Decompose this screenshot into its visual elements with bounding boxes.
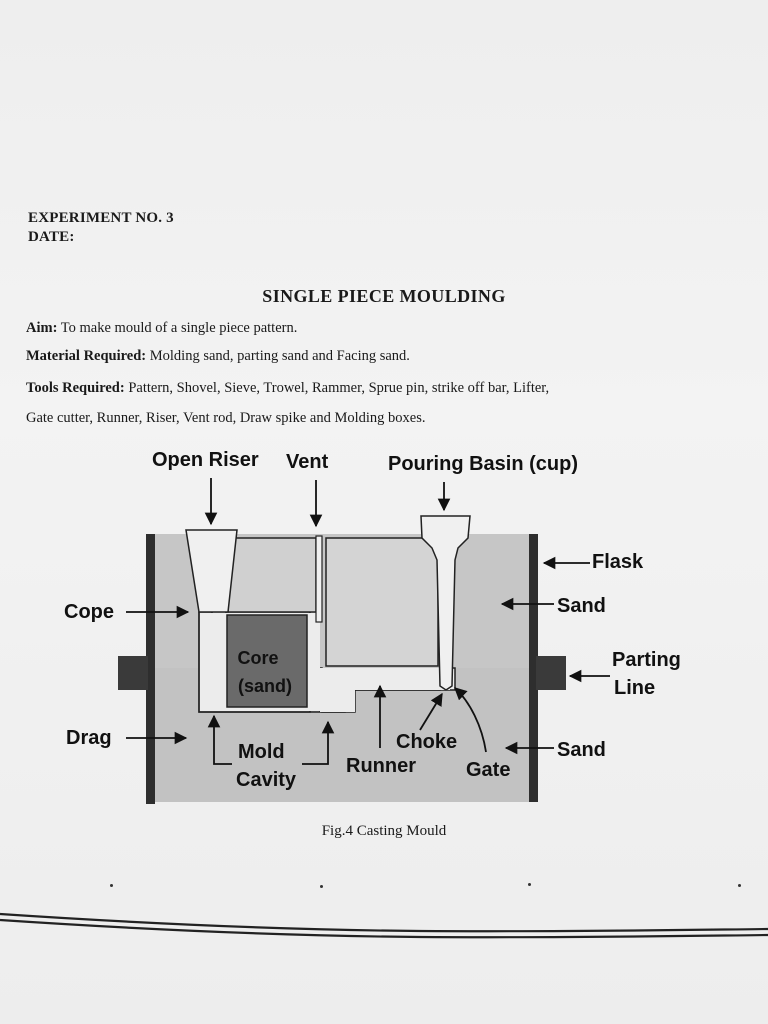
runner-fill-2 — [320, 690, 355, 712]
aim-line — [26, 320, 297, 337]
material-label: Material Required: — [26, 348, 147, 364]
cope-block — [326, 538, 438, 666]
open-riser-label: Open Riser — [152, 449, 259, 471]
tools-label: Tools Required: — [26, 380, 125, 396]
core-label-2: (sand) — [238, 676, 292, 696]
vent-label: Vent — [286, 451, 329, 473]
sand-bottom-label: Sand — [557, 739, 606, 761]
flask-right-handle — [536, 656, 566, 690]
vent-channel — [316, 536, 322, 622]
material-text: Molding sand, parting sand and Facing sand. — [149, 348, 410, 364]
pouring-basin-label: Pouring Basin (cup) — [388, 453, 578, 475]
drag-label: Drag — [66, 727, 112, 749]
aim-label: Aim: — [26, 320, 58, 336]
tools-line-2: Gate cutter, Runner, Riser, Vent rod, Draw spike and Molding boxes. — [26, 410, 426, 426]
casting-mould-diagram — [0, 440, 768, 820]
bottom-rule — [0, 900, 768, 960]
tools-line-1 — [26, 380, 549, 397]
core-label-1: Core — [237, 648, 279, 668]
speck — [738, 884, 741, 887]
sand-top-label: Sand — [557, 595, 606, 617]
parting-label-1: Parting — [612, 649, 681, 671]
runner-label: Runner — [346, 755, 416, 777]
experiment-number: EXPERIMENT NO. 3 — [28, 210, 174, 226]
parting-label-2: Line — [614, 677, 656, 699]
material-line — [26, 348, 410, 365]
cope-label: Cope — [64, 601, 114, 623]
flask-left-handle — [118, 656, 148, 690]
aim-text: To make mould of a single piece pattern. — [60, 320, 298, 336]
date-label: DATE: — [28, 229, 75, 245]
cavity-label: Cavity — [236, 769, 297, 791]
speck — [320, 885, 323, 888]
figure-caption: Fig.4 Casting Mould — [321, 823, 447, 839]
cope-top-block — [228, 538, 316, 612]
page-title: SINGLE PIECE MOULDING — [262, 286, 506, 306]
tools-text-1: Pattern, Shovel, Sieve, Trowel, Rammer, Sprue pin, strike off bar, Lifter, — [128, 380, 550, 396]
gate-label: Gate — [466, 759, 511, 781]
choke-label: Choke — [396, 731, 458, 753]
speck — [110, 884, 113, 887]
speck — [528, 883, 531, 886]
flask-label: Flask — [592, 551, 644, 573]
runner-fill — [320, 668, 450, 690]
mold-label: Mold — [238, 741, 285, 763]
